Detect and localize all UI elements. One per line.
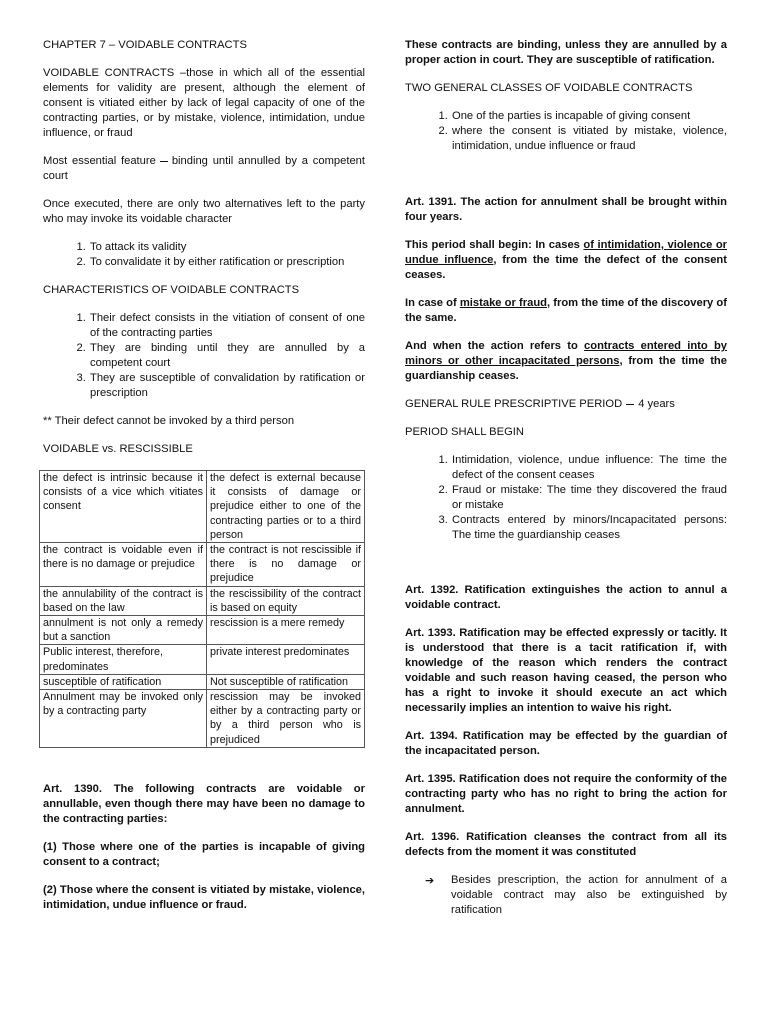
article-1390-item-2: (2) Those where the consent is vitiated by mistake, violence, intimidation, undue influence or fraud.: [43, 883, 365, 911]
table-cell: rescission is a mere remedy: [207, 616, 365, 645]
comparison-heading: VOIDABLE vs. RESCISSIBLE: [43, 443, 193, 455]
table-cell: the annulability of the contract is based on the law: [40, 586, 207, 615]
period-list: [405, 453, 727, 543]
table-row: [40, 645, 365, 674]
list-item: 2. Fraud or mistake: The time they discovered the fraud or mistake: [451, 483, 727, 513]
table-row: [40, 471, 365, 543]
essential-feature-text: binding until annulled by a competent court: [43, 155, 365, 182]
table-row: [40, 586, 365, 615]
list-item: 1. One of the parties is incapable of giving consent: [451, 109, 727, 124]
essential-feature-label: Most essential feature: [43, 155, 156, 167]
article-1393: Art. 1393. Ratification may be effected expressly or tacitly. It is understood that there is a tacit ratification if, with knowledge of the reason which renders the contract voidable and such reason having ceased, the person who has a right to invoke it should execute an act which necessarily implies an intention to waive his right.: [405, 627, 727, 714]
left-column: [43, 38, 365, 926]
article-1396: Art. 1396. Ratification cleanses the contract from all its defects from the moment it was constituted: [405, 831, 727, 858]
list-item: 3. Contracts entered by minors/Incapacitated persons: The time the guardianship ceases: [451, 513, 727, 543]
table-cell: private interest predominates: [207, 645, 365, 674]
list-item: 2. They are binding until they are annulled by a competent court: [89, 341, 365, 371]
period-begin-text: [405, 238, 727, 283]
general-rule-label: GENERAL RULE PRESCRIPTIVE PERIOD: [405, 398, 623, 410]
minors-rest: , from the time the guardianship ceases.: [405, 355, 727, 382]
list-item: 3. They are susceptible of convalidation by ratification or prescription: [89, 371, 365, 401]
article-1390: Art. 1390. The following contracts are voidable or annullable, even though there may have been no damage to the contracting parties:: [43, 782, 365, 825]
table-cell: annulment is not only a remedy but a sanction: [40, 616, 207, 645]
minors-text: [405, 339, 727, 384]
table-cell: the defect is external because it consists of damage or prejudice either to one of the contracting parties or to a third person: [207, 471, 365, 543]
general-rule-period: [405, 397, 727, 412]
table-cell: Public interest, therefore, predominates: [40, 645, 207, 674]
table-row: [40, 543, 365, 587]
mistake-rest: , from the time of the discovery of the same.: [405, 297, 727, 324]
third-person-note: ** Their defect cannot be invoked by a third person: [43, 415, 295, 427]
table-row: [40, 690, 365, 748]
besides-prescription-text: Besides prescription, the action for annulment of a voidable contract may also be extinguished by ratification: [451, 874, 727, 916]
right-arrow-icon: ➔: [425, 874, 435, 887]
general-rule-value: 4 years: [638, 398, 675, 410]
characteristics-list: [43, 311, 365, 401]
arrow-list: [405, 873, 727, 918]
two-classes-heading: TWO GENERAL CLASSES OF VOIDABLE CONTRACTS: [405, 82, 693, 94]
article-1391: Art. 1391. The action for annulment shall be brought within four years.: [405, 196, 727, 223]
essential-feature: [43, 154, 365, 184]
period-begin-rest: , from the time the defect of the consent ceases.: [405, 254, 727, 281]
dash-mark: [626, 404, 634, 405]
period-begin-underlined: of intimidation, violence or undue influence: [405, 239, 728, 266]
voidable-contracts-definition: VOIDABLE CONTRACTS –those in which all of the essential elements for validity are present, although the element of consent is vitiated either by lack of legal capacity of one of the contracting parties, or by mistake, violence, intimidation, undue influence, or fraud: [43, 67, 365, 139]
list-item: 1. To attack its validity: [89, 240, 365, 255]
table-cell: Not susceptible of ratification: [207, 674, 365, 689]
article-1390-item-1: (1) Those where one of the parties is incapable of giving consent to a contract;: [43, 840, 365, 868]
mistake-underlined: mistake or fraud: [459, 297, 547, 309]
minors-underlined: contracts entered into by minors or other incapacitated persons: [405, 340, 728, 367]
characteristics-heading: CHARACTERISTICS OF VOIDABLE CONTRACTS: [43, 284, 300, 296]
period-begin-intro: This period shall begin: In cases: [405, 239, 584, 251]
mistake-intro: In case of: [405, 297, 460, 309]
table-row: [40, 674, 365, 689]
dash-mark: [160, 161, 168, 162]
once-executed-text: Once executed, there are only two alternatives left to the party who may invoke its voidable character: [43, 198, 365, 225]
binding-text: These contracts are binding, unless they are annulled by a proper action in court. They are susceptible of ratification.: [405, 39, 727, 66]
chapter-title: CHAPTER 7 – VOIDABLE CONTRACTS: [43, 39, 247, 51]
list-item: 1. Intimidation, violence, undue influence: The time the defect of the consent ceases: [451, 453, 727, 483]
table-cell: the contract is not rescissible if there is no damage or prejudice: [207, 543, 365, 587]
voidable-vs-rescissible-table: [39, 470, 365, 748]
table-cell: rescission may be invoked either by a contracting party or by a third person who is prejudiced: [207, 690, 365, 748]
right-column: [405, 38, 727, 918]
table-cell: the defect is intrinsic because it consists of a vice which vitiates consent: [40, 471, 207, 543]
article-1392: Art. 1392. Ratification extinguishes the action to annul a voidable contract.: [405, 584, 727, 611]
mistake-text: [405, 296, 727, 326]
period-shall-begin-heading: PERIOD SHALL BEGIN: [405, 426, 524, 438]
list-item: 2. where the consent is vitiated by mistake, violence, intimidation, undue influence or fraud: [451, 124, 727, 154]
table-cell: the rescissibility of the contract is based on equity: [207, 586, 365, 615]
table-cell: Annulment may be invoked only by a contracting party: [40, 690, 207, 748]
two-classes-list: [405, 109, 727, 154]
list-item: 2. To convalidate it by either ratification or prescription: [89, 255, 365, 270]
article-1394: Art. 1394. Ratification may be effected by the guardian of the incapacitated person.: [405, 730, 727, 757]
table-cell: the contract is voidable even if there is no damage or prejudice: [40, 543, 207, 587]
list-item: [425, 873, 727, 918]
list-item: 1. Their defect consists in the vitiation of consent of one of the contracting parties: [89, 311, 365, 341]
table-cell: susceptible of ratification: [40, 674, 207, 689]
article-1395: Art. 1395. Ratification does not require the conformity of the contracting party who has no right to bring the action for annulment.: [405, 773, 727, 815]
alternatives-list: [43, 240, 365, 270]
minors-intro: And when the action refers to: [405, 340, 585, 352]
table-row: [40, 616, 365, 645]
